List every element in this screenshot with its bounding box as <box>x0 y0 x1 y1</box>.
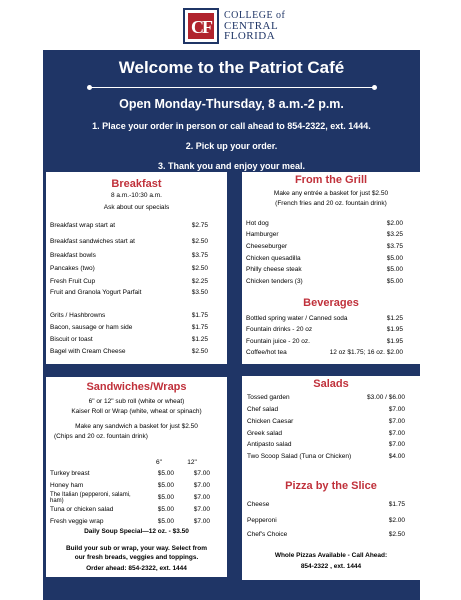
menu-item <box>50 346 208 357</box>
menu-item <box>50 480 210 491</box>
item-price: $7.00 <box>388 430 405 437</box>
breakfast-hours: 8 a.m.-10:30 a.m. <box>111 192 162 199</box>
item-price: $2.00 <box>386 220 403 227</box>
sandwiches-note-2: Kaiser Roll or Wrap (white, wheat or spinach) <box>71 408 202 415</box>
menu-item <box>50 310 208 321</box>
breakfast-panel <box>46 172 227 364</box>
logo-line-2: CENTRAL <box>224 20 279 32</box>
item-price-12: $7.00 <box>193 470 210 477</box>
item-name: Two Scoop Salad (Tuna or Chicken) <box>247 453 352 460</box>
breakfast-title: Breakfast <box>111 178 162 190</box>
item-name: Chicken Caesar <box>247 418 294 425</box>
menu-item <box>50 492 210 503</box>
item-price: $2.50 <box>388 531 405 538</box>
item-price: $2.00 <box>388 517 405 524</box>
menu-item <box>246 218 403 229</box>
item-name: Fresh veggie wrap <box>50 518 104 525</box>
item-price: $2.50 <box>191 238 208 245</box>
col-12-inch: 12" <box>187 459 197 466</box>
step-3: 3. Thank you and enjoy your meal. <box>157 161 306 171</box>
item-price: $1.95 <box>386 338 403 345</box>
item-name: Bacon, sausage or ham side <box>50 324 133 331</box>
item-price: $2.50 <box>191 348 208 355</box>
item-price: $7.00 <box>388 406 405 413</box>
item-price-6: $5.00 <box>157 506 174 513</box>
step-2: 2. Pick up your order. <box>185 141 278 151</box>
menu-item <box>50 236 208 247</box>
item-price: $4.00 <box>388 453 405 460</box>
menu-item <box>50 504 210 515</box>
grill-title: From the Grill <box>294 174 368 186</box>
menu-item <box>50 516 210 527</box>
menu-item <box>247 451 405 462</box>
item-name: The Italian (pepperoni, salami, ham) <box>50 491 131 504</box>
menu-item <box>247 416 405 427</box>
item-price: $5.00 <box>386 278 403 285</box>
breakfast-note: Ask about our specials <box>103 204 170 211</box>
item-name: Philly cheese steak <box>246 266 302 273</box>
menu-item <box>50 250 208 261</box>
menu-item <box>247 392 405 403</box>
sandwiches-note-4: (Chips and 20 oz. fountain drink) <box>54 433 148 440</box>
item-name: Breakfast sandwiches start at <box>50 238 135 245</box>
menu-item <box>246 347 403 358</box>
item-name: Biscuit or toast <box>50 336 93 343</box>
open-hours: Open Monday-Thursday, 8 a.m.-2 p.m. <box>119 97 344 111</box>
item-price: $5.00 <box>386 266 403 273</box>
menu-item <box>246 253 403 264</box>
item-price-12: $7.00 <box>193 494 210 501</box>
item-price: $1.75 <box>388 501 405 508</box>
item-price: $3.00 / $6.00 <box>367 394 405 401</box>
item-price-6: $5.00 <box>157 482 174 489</box>
menu-item <box>247 428 405 439</box>
item-name: Fountain drinks - 20 oz <box>246 326 313 333</box>
item-price: $7.00 <box>388 418 405 425</box>
pizza-foot-2: 854-2322 , ext. 1444 <box>300 563 362 570</box>
item-price-6: $5.00 <box>157 518 174 525</box>
cf-logo-icon <box>183 8 219 44</box>
sandwiches-title: Sandwiches/Wraps <box>86 381 187 393</box>
item-name: Hot dog <box>246 220 269 227</box>
sandwiches-panel <box>46 377 227 577</box>
pizza-title: Pizza by the Slice <box>285 480 377 492</box>
item-price-12: $7.00 <box>193 482 210 489</box>
soup-special: Daily Soup Special—12 oz. - $3.50 <box>84 528 189 535</box>
grill-panel <box>242 172 420 364</box>
col-6-inch: 6" <box>156 459 162 466</box>
sandwiches-order-ahead: Order ahead: 854-2322, ext. 1444 <box>86 565 187 572</box>
item-name: Chicken quesadilla <box>246 255 301 262</box>
menu-item <box>50 287 208 298</box>
menu-item <box>247 499 405 510</box>
logo-line-1: COLLEGE of <box>224 10 286 21</box>
item-price: $2.75 <box>191 222 208 229</box>
grill-note-1: Make any entrée a basket for just $2.50 <box>273 190 389 197</box>
item-name: Breakfast wrap start at <box>50 222 116 229</box>
item-price: $3.50 <box>191 289 208 296</box>
menu-item <box>247 529 405 540</box>
item-price: $1.25 <box>386 315 403 322</box>
logo-wordmark <box>224 11 285 41</box>
menu-item <box>50 322 208 333</box>
sandwiches-note-1: 6" or 12" sub roll (white or wheat) <box>88 398 185 405</box>
page-title: Welcome to the Patriot Café <box>118 58 345 77</box>
item-name: Greek salad <box>247 430 283 437</box>
item-price: $3.25 <box>386 231 403 238</box>
item-price: $2.25 <box>191 278 208 285</box>
salads-panel <box>242 376 420 580</box>
order-steps <box>43 121 420 171</box>
item-price: $2.50 <box>191 265 208 272</box>
item-name: Pepperoni <box>247 517 277 524</box>
item-name: Bottled spring water / Canned soda <box>246 315 348 322</box>
item-price: 12 oz $1.75; 16 oz. $2.00 <box>329 349 403 356</box>
college-logo <box>183 8 285 44</box>
item-price: $7.00 <box>388 441 405 448</box>
item-name: Tossed garden <box>247 394 290 401</box>
item-price: $1.95 <box>386 326 403 333</box>
item-price-6: $5.00 <box>157 470 174 477</box>
item-name: Cheese <box>247 501 270 508</box>
item-price: $1.25 <box>191 336 208 343</box>
step-1: 1. Place your order in person or call ahead to 854-2322, ext. 1444. <box>92 121 371 131</box>
item-name: Coffee/hot tea <box>246 349 287 356</box>
pizza-foot-1: Whole Pizzas Available - Call Ahead: <box>274 552 388 559</box>
menu-item <box>246 324 403 335</box>
item-name: Tuna or chicken salad <box>50 506 114 513</box>
menu-item <box>247 515 405 526</box>
item-name: Turkey breast <box>50 470 90 477</box>
item-price-12: $7.00 <box>193 506 210 513</box>
item-name: Pancakes (two) <box>50 265 95 272</box>
sandwiches-foot-1: Build your sub or wrap, your way. Select from <box>65 545 208 552</box>
size-header <box>50 457 210 468</box>
title-divider <box>89 87 375 88</box>
item-price: $5.00 <box>386 255 403 262</box>
menu-item <box>246 313 403 324</box>
menu-item <box>246 336 403 347</box>
item-price: $1.75 <box>191 324 208 331</box>
item-name: Fountain juice - 20 oz. <box>246 338 310 345</box>
logo-line-3: FLORIDA <box>224 30 276 42</box>
salads-title: Salads <box>313 378 349 390</box>
item-name: Fresh Fruit Cup <box>50 278 96 285</box>
item-price: $3.75 <box>191 252 208 259</box>
menu-item <box>246 241 403 252</box>
menu-item <box>50 220 208 231</box>
menu-item <box>247 439 405 450</box>
item-name: Cheeseburger <box>246 243 288 250</box>
item-price: $1.75 <box>191 312 208 319</box>
menu-item <box>247 404 405 415</box>
menu-item <box>50 468 210 479</box>
item-name: Bagel with Cream Cheese <box>50 348 126 355</box>
menu-item <box>246 264 403 275</box>
item-name: Chef salad <box>247 406 279 413</box>
grill-note-2: (French fries and 20 oz. fountain drink) <box>275 200 387 207</box>
item-name: Antipasto salad <box>247 441 292 448</box>
item-name: Honey ham <box>50 482 84 489</box>
item-name: Chicken tenders (3) <box>246 278 303 285</box>
menu-item <box>50 276 208 287</box>
item-name: Chef's Choice <box>247 531 288 538</box>
menu-item <box>50 263 208 274</box>
menu-header <box>43 56 420 171</box>
sandwiches-note-3: Make any sandwich a basket for just $2.50 <box>75 423 198 430</box>
item-name: Hamburger <box>246 231 279 238</box>
item-name: Breakfast bowls <box>50 252 96 259</box>
item-price: $3.75 <box>386 243 403 250</box>
item-price-6: $5.00 <box>157 494 174 501</box>
beverages-title: Beverages <box>303 297 359 309</box>
menu-item <box>246 229 403 240</box>
menu-item <box>50 334 208 345</box>
menu-item <box>246 276 403 287</box>
logo-mark-text: CF <box>188 13 214 39</box>
item-price-12: $7.00 <box>193 518 210 525</box>
item-name: Fruit and Granola Yogurt Parfait <box>50 289 142 296</box>
sandwiches-foot-2: our fresh breads, veggies and toppings. <box>74 554 199 561</box>
item-name: Grits / Hashbrowns <box>50 312 106 319</box>
